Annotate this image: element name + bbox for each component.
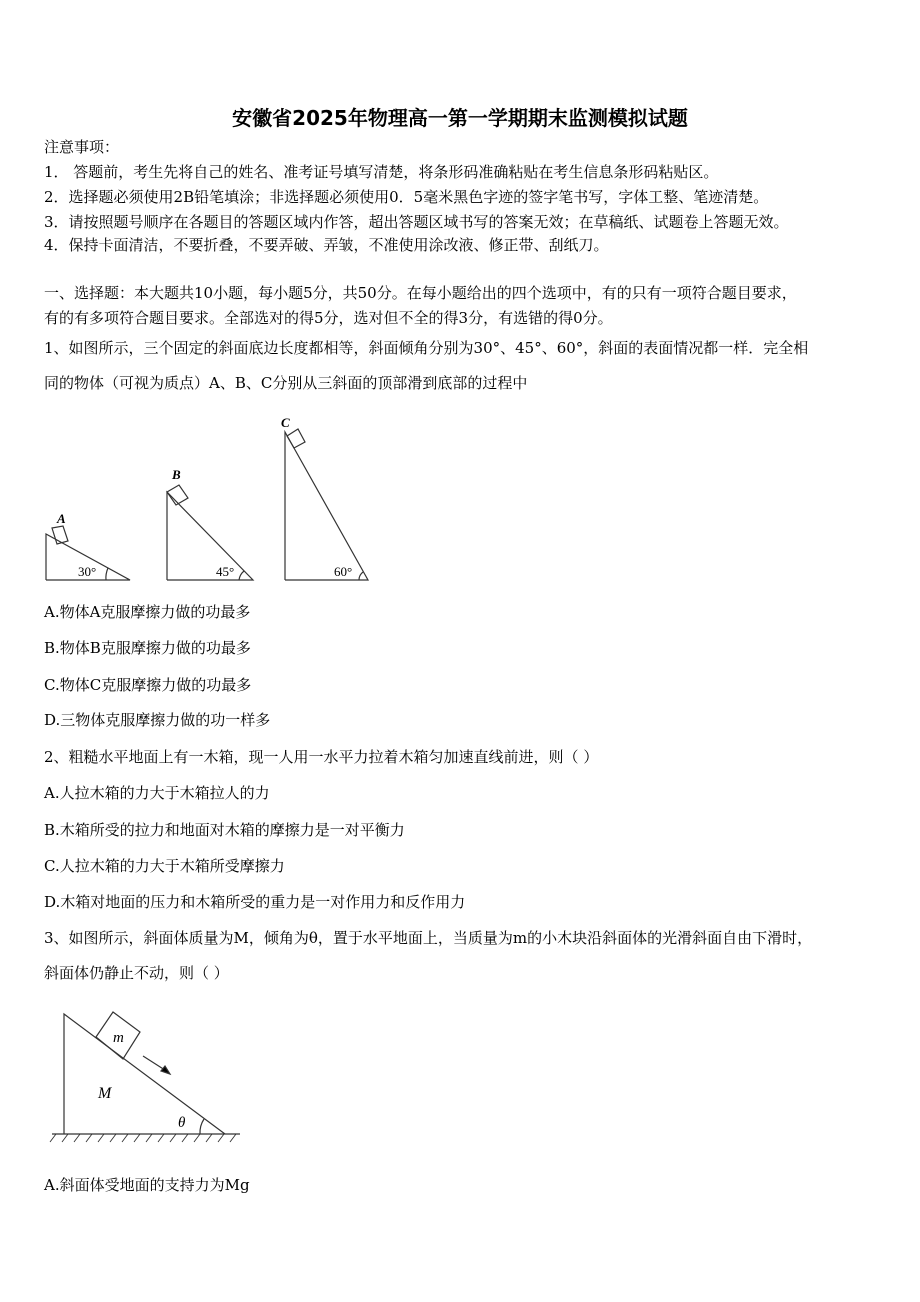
- q1-stem: 1、如图所示，三个固定的斜面底边长度都相等，斜面倾角分别为30°、45°、60°，斜面的表面情况都一样．完全相: [44, 339, 809, 357]
- incline-a: [46, 511, 130, 580]
- notice-heading: 注意事项：: [44, 138, 120, 156]
- q2-option-d: D.木箱对地面的压力和木箱所受的重力是一对作用力和反作用力: [44, 893, 466, 911]
- block-label-m: m: [113, 1030, 124, 1046]
- q2-option-b: B.木箱所受的拉力和地面对木箱的摩擦力是一对平衡力: [44, 821, 405, 839]
- q1-inclines-figure: [30, 410, 390, 590]
- incline-c: [281, 415, 368, 580]
- q2-option-c: C.人拉木箱的力大于木箱所受摩擦力: [44, 857, 285, 875]
- section-intro: 一、选择题：本大题共10小题，每小题5分，共50分。在每小题给出的四个选项中，有的只有一项符合题目要求，: [44, 284, 797, 302]
- section-intro: 有的有多项符合题目要求。全部选对的得5分，选对但不全的得3分，有选错的得0分。: [44, 309, 613, 327]
- q1-option-d: D.三物体克服摩擦力做的功一样多: [44, 711, 271, 729]
- notice-item: 3．请按照题号顺序在各题目的答题区域内作答，超出答题区域书写的答案无效；在草稿纸、试题卷上答题无效。: [44, 213, 789, 231]
- q3-option-a: A.斜面体受地面的支持力为Mg: [44, 1176, 250, 1194]
- q1-option-a: A.物体A克服摩擦力做的功最多: [44, 603, 251, 621]
- q3-incline-figure: [40, 1000, 290, 1150]
- q3-stem: 3、如图所示，斜面体质量为M，倾角为θ，置于水平地面上，当质量为m的小木块沿斜面体的光滑斜面自由下滑时，: [44, 929, 813, 947]
- q3-stem: 斜面体仍静止不动，则（ ）: [44, 964, 229, 982]
- incline-b: [167, 467, 253, 580]
- page-title: 安徽省2025年物理高一第一学期期末监测模拟试题: [232, 106, 688, 130]
- q2-option-a: A.人拉木箱的力大于木箱拉人的力: [44, 784, 270, 802]
- angle-theta: θ: [178, 1115, 186, 1131]
- q1-option-c: C.物体C克服摩擦力做的功最多: [44, 676, 252, 694]
- label-a: A: [57, 511, 66, 526]
- notice-item: 4．保持卡面清洁，不要折叠，不要弄破、弄皱，不准使用涂改液、修正带、刮纸刀。: [44, 236, 609, 254]
- notice-item: 2．选择题必须使用2B铅笔填涂；非选择题必须使用0．5毫米黑色字迹的签字笔书写，字体工整、笔迹清楚。: [44, 188, 769, 206]
- body-label-M: M: [98, 1085, 112, 1102]
- q2-stem: 2、粗糙水平地面上有一木箱，现一人用一水平力拉着木箱匀加速直线前进，则（ ）: [44, 748, 599, 766]
- q1-stem: 同的物体（可视为质点）A、B、C分别从三斜面的顶部滑到底部的过程中: [44, 374, 528, 392]
- angle-45: 45°: [216, 564, 235, 579]
- label-b: B: [172, 467, 181, 482]
- notice-item: 1． 答题前，考生先将自己的姓名、准考证号填写清楚，将条形码准确粘贴在考生信息条形码粘贴区。: [44, 163, 719, 181]
- q1-option-b: B.物体B克服摩擦力做的功最多: [44, 639, 251, 657]
- label-c: C: [281, 415, 290, 430]
- angle-30: 30°: [78, 564, 97, 579]
- angle-60: 60°: [334, 564, 353, 579]
